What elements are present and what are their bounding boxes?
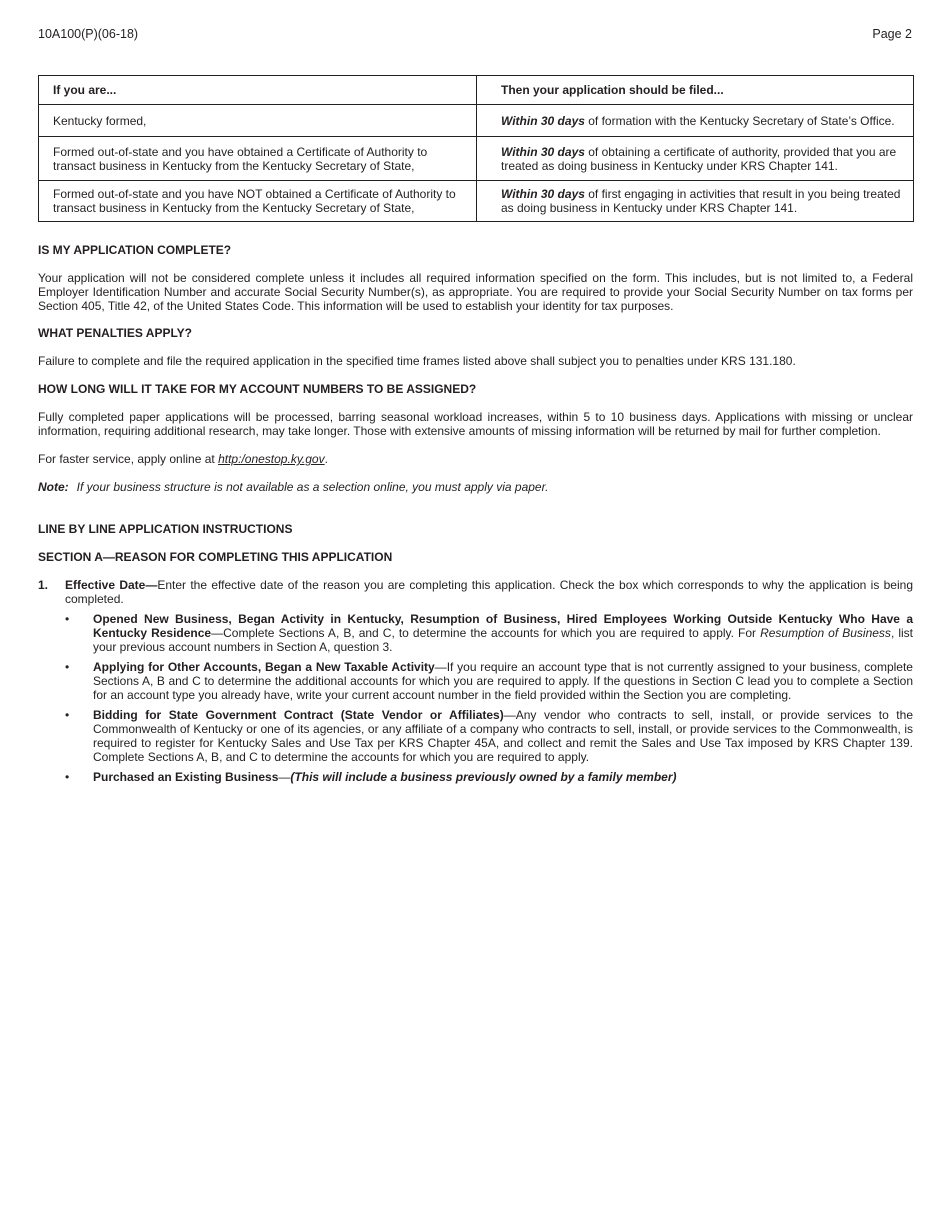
deadline-emphasis: Within 30 days (501, 187, 585, 201)
table-cell-then (477, 181, 914, 222)
reason-bold-italic: (This will include a business previously owned by a family member) (290, 770, 677, 784)
table-cell-then (477, 137, 914, 181)
form-id: 10A100(P)(06-18) (38, 27, 139, 41)
list-item (38, 770, 913, 784)
note-label: Note: (38, 480, 69, 494)
deadline-text: of first engaging in activities that result in you being treated as doing business in Kentucky under KRS Chapter 141. (501, 187, 901, 215)
item-title: Effective Date— (65, 578, 158, 592)
table-row (39, 137, 914, 181)
table-header-if: If you are... (39, 76, 477, 105)
list-item (38, 660, 913, 702)
list-item (38, 708, 913, 764)
table-row (39, 181, 914, 222)
instruction-item-1 (38, 578, 913, 606)
reason-text: — (278, 770, 291, 784)
table-cell-if: Formed out-of-state and you have obtained a Certificate of Authority to transact business in Kentucky from the Kentucky Secretary of State, (39, 137, 477, 181)
reason-title: Opened New Business, Began Activity in Kentucky, Resumption of Business, Hired Employees Working Outside Kentucky Who Have a Kentucky Residence (93, 612, 913, 640)
processing-time-paragraph: Fully completed paper applications will be processed, barring seasonal workload increases, within 5 to 10 business days. Applications with missing or unclear information, requiring additional research, may take longer. Those with extensive amounts of missing information will be returned by mail for further completion. (38, 410, 913, 438)
bullet-icon: • (65, 660, 70, 674)
table-cell-then (477, 105, 914, 137)
table-header-then: Then your application should be filed... (477, 76, 914, 105)
reason-title: Purchased an Existing Business (93, 770, 279, 784)
table-row (39, 105, 914, 137)
reason-italic: Resumption of Business (760, 626, 891, 640)
faster-service-period: . (324, 452, 328, 466)
onestop-link[interactable]: http:/onestop.ky.gov (218, 452, 325, 466)
bullet-icon: • (65, 770, 70, 784)
reason-text-end: , list your previous account numbers in Section A, question 3. (93, 626, 913, 654)
note-line (38, 480, 913, 494)
filing-deadline-table (38, 75, 914, 222)
reason-text: —Any vendor who contracts to sell, install, or provide services to the Commonwealth of Kentucky or one of its agencies, or any affiliate of a company who contracts to sell, install, or provide services to the Commonwealth, is required to register for Kentucky Sales and Use Tax per KRS Chapter 45A, and collect and remit the Sales and Use Tax imposed by KRS Chapter 139. Complete Sections A, B, and C to determine the accounts for which you are required to apply. (93, 708, 913, 764)
bullet-icon: • (65, 612, 70, 626)
deadline-emphasis: Within 30 days (501, 113, 585, 128)
item-number: 1. (38, 578, 49, 592)
note-text: If your business structure is not available as a selection online, you must apply via paper. (76, 480, 549, 494)
instructions-body (38, 229, 913, 784)
reason-title: Bidding for State Government Contract (State Vendor or Affiliates) (93, 708, 504, 722)
faster-service-text: For faster service, apply online at (38, 452, 219, 466)
section-a-heading: SECTION A—REASON FOR COMPLETING THIS APPLICATION (38, 550, 393, 564)
penalties-heading: WHAT PENALTIES APPLY? (38, 326, 193, 340)
item-text: Enter the effective date of the reason you are completing this application. Check the box which corresponds to why the application is being completed. (65, 578, 913, 606)
complete-heading: IS MY APPLICATION COMPLETE? (38, 243, 232, 257)
table-header-row (39, 76, 914, 105)
deadline-emphasis: Within 30 days (501, 144, 585, 159)
reason-list (38, 612, 913, 784)
complete-paragraph: Your application will not be considered complete unless it includes all required information specified on the form. This includes, but is not limited to, a Federal Employer Identification Number and accurate Social Security Number(s), as appropriate. You are required to provide your Social Security Number on tax forms per Section 405, Title 42, of the United States Code. This information will be used to establish your identity for tax purposes. (38, 271, 913, 313)
instructions-heading: LINE BY LINE APPLICATION INSTRUCTIONS (38, 522, 293, 536)
deadline-text: of formation with the Kentucky Secretary of State’s Office. (584, 113, 895, 128)
reason-text: —Complete Sections A, B, and C, to determine the accounts for which you are required to apply. For (211, 626, 761, 640)
reason-text: —If you require an account type that is not currently assigned to your business, complete Sections A, B and C to determine the additional accounts for which you are required to apply. If the questions in Section C lead you to complete a Section for an account type you already have, write your current account number in the field provided within the Section you are completing. (93, 660, 913, 702)
processing-time-heading: HOW LONG WILL IT TAKE FOR MY ACCOUNT NUMBERS TO BE ASSIGNED? (38, 382, 477, 396)
page-number: Page 2 (872, 27, 912, 41)
table-cell-if: Kentucky formed, (39, 105, 477, 137)
faster-service-line (38, 452, 913, 466)
penalties-paragraph: Failure to complete and file the required application in the specified time frames listed above shall subject you to penalties under KRS 131.180. (38, 354, 796, 368)
bullet-icon: • (65, 708, 70, 722)
reason-title: Applying for Other Accounts, Began a New Taxable Activity (93, 660, 435, 674)
table-cell-if: Formed out-of-state and you have NOT obtained a Certificate of Authority to transact business in Kentucky from the Kentucky Secretary of State, (39, 181, 477, 222)
deadline-text: of obtaining a certificate of authority, provided that you are treated as doing business in Kentucky under KRS Chapter 141. (501, 144, 897, 173)
list-item (38, 612, 913, 654)
